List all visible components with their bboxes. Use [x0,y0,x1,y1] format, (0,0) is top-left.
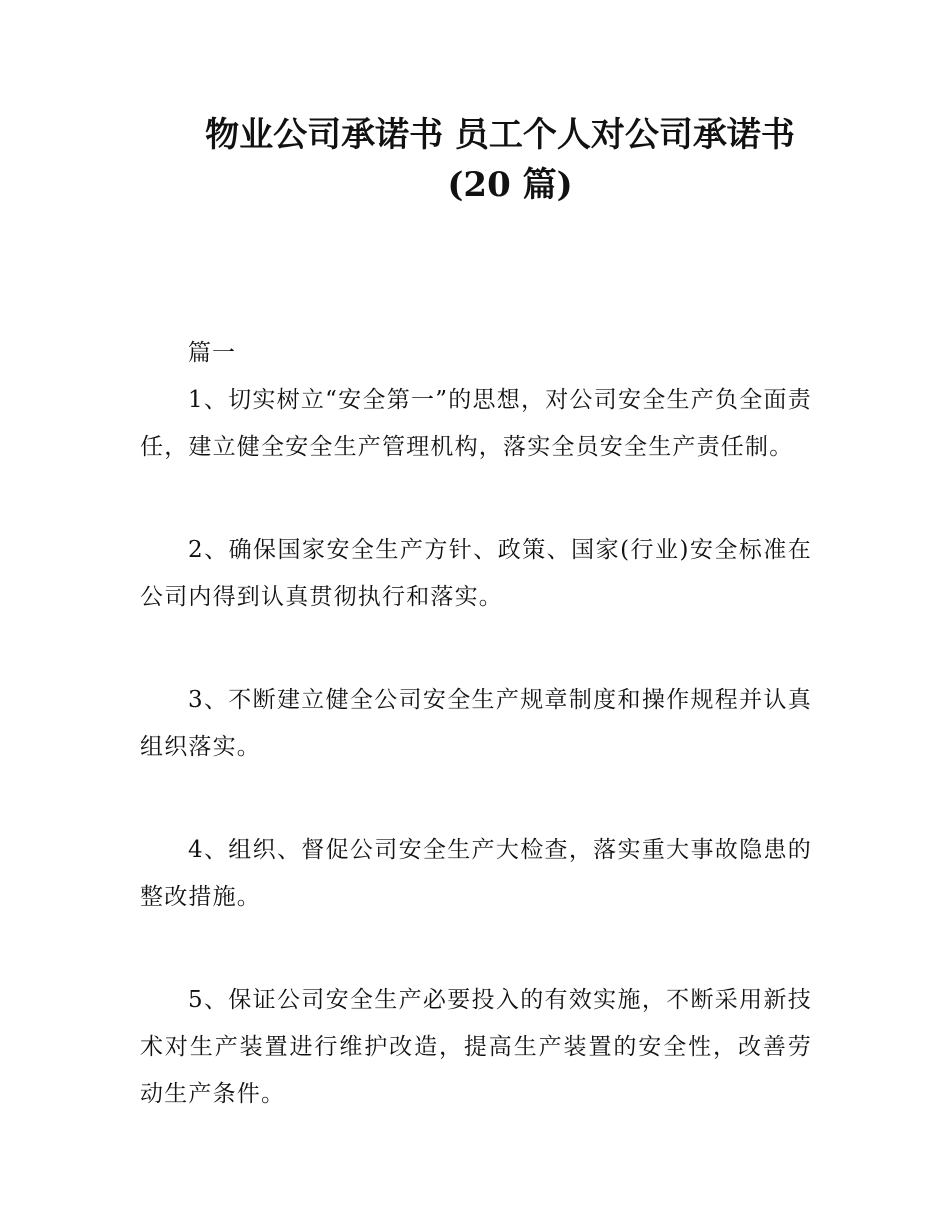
document-title [140,110,860,210]
paragraph-4: 4、组织、督促公司安全生产大检查，落实重大事故隐患的整改措施。 [140,837,812,910]
document-title-line-1: 物业公司承诺书 员工个人对公司承诺书 [205,115,795,155]
paragraph-5: 5、保证公司安全生产必要投入的有效实施，不断采用新技术对生产装置进行维护改造，提高生产装置的安全性，改善劳动生产条件。 [140,987,812,1107]
document-title-line-2: (20 篇) [447,165,573,205]
paragraph-3: 3、不断建立健全公司安全生产规章制度和操作规程并认真组织落实。 [140,687,812,760]
section-label: 篇一 [188,340,236,366]
document-body [140,330,812,1174]
paragraph-2: 2、确保国家安全生产方针、政策、国家(行业)安全标准在公司内得到认真贯彻执行和落实。 [140,537,812,610]
paragraph-1: 1、切实树立“安全第一”的思想，对公司安全生产负全面责任，建立健全安全生产管理机构，落实全员安全生产责任制。 [140,387,812,460]
